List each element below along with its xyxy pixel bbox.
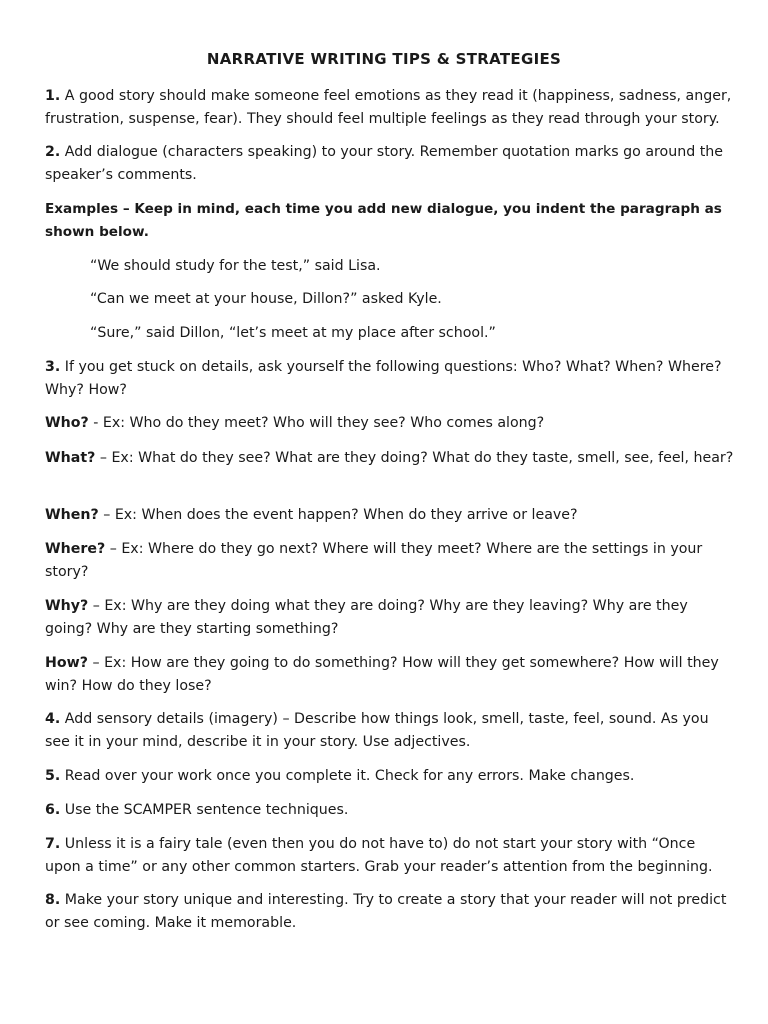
question-what bbox=[45, 447, 735, 470]
question-label: Why? bbox=[45, 598, 89, 614]
tip-8 bbox=[45, 889, 735, 935]
question-text: – Ex: Why are they doing what they are doing? Why are they leaving? Why are they going? Why are they starting something? bbox=[45, 598, 688, 637]
question-text: - Ex: Who do they meet? Who will they see? Who comes along? bbox=[88, 415, 545, 431]
question-label: When? bbox=[45, 507, 99, 523]
tip-5 bbox=[45, 765, 735, 788]
tip-number: 6. bbox=[45, 802, 61, 818]
question-who bbox=[45, 412, 735, 435]
question-how bbox=[45, 652, 735, 698]
dialogue-example-2: “Can we meet at your house, Dillon?” asked Kyle. bbox=[90, 291, 442, 307]
dialogue-example-3: “Sure,” said Dillon, “let’s meet at my place after school.” bbox=[90, 325, 496, 341]
tip-1 bbox=[45, 85, 735, 131]
tip-7 bbox=[45, 833, 735, 879]
tip-text: Add sensory details (imagery) – Describe how things look, smell, taste, feel, sound. As you see it in your mind, describe it in your story. Use adjectives. bbox=[45, 711, 709, 750]
tip-number: 4. bbox=[45, 711, 61, 727]
page-title: NARRATIVE WRITING TIPS & STRATEGIES bbox=[206, 50, 562, 68]
tip-6 bbox=[45, 799, 735, 822]
tip-text: A good story should make someone feel emotions as they read it (happiness, sadness, anger, frustration, suspense, fear). They should feel multiple feelings as they read through your story. bbox=[45, 88, 732, 127]
question-where bbox=[45, 538, 735, 584]
tip-number: 1. bbox=[45, 88, 61, 104]
question-text: – Ex: How are they going to do something? How will they get somewhere? How will they win? How do they lose? bbox=[45, 655, 719, 694]
question-why bbox=[45, 595, 735, 641]
tip-number: 3. bbox=[45, 359, 61, 375]
question-label: Where? bbox=[45, 541, 106, 557]
question-label: Who? bbox=[45, 415, 89, 431]
tip-text: Add dialogue (characters speaking) to your story. Remember quotation marks go around the speaker’s comments. bbox=[45, 144, 724, 183]
tip-4 bbox=[45, 708, 735, 754]
question-text: – Ex: What do they see? What are they doing? What do they taste, smell, see, feel, hear? bbox=[95, 450, 734, 466]
tip-text: Read over your work once you complete it. Check for any errors. Make changes. bbox=[60, 768, 635, 784]
tip-number: 8. bbox=[45, 892, 61, 908]
dialogue-example-1: “We should study for the test,” said Lisa. bbox=[90, 258, 381, 274]
tip-text: If you get stuck on details, ask yourself the following questions: Who? What? When? Where? Why? How? bbox=[45, 359, 722, 398]
tip-number: 5. bbox=[45, 768, 61, 784]
question-label: What? bbox=[45, 450, 96, 466]
tip-text: Make your story unique and interesting. Try to create a story that your reader will not predict or see coming. Make it memorable. bbox=[45, 892, 727, 931]
question-text: – Ex: Where do they go next? Where will they meet? Where are the settings in your story? bbox=[45, 541, 703, 580]
question-label: How? bbox=[45, 655, 88, 671]
examples-note: Examples – Keep in mind, each time you add new dialogue, you indent the paragraph as shown below. bbox=[45, 201, 722, 240]
tip-3 bbox=[45, 356, 735, 402]
question-text: – Ex: When does the event happen? When do they arrive or leave? bbox=[98, 507, 578, 523]
question-when bbox=[45, 504, 735, 527]
tip-2 bbox=[45, 141, 735, 187]
tip-number: 7. bbox=[45, 836, 61, 852]
tip-text: Unless it is a fairy tale (even then you do not have to) do not start your story with “Once upon a time” or any other common starters. Grab your reader’s attention from the beginning. bbox=[45, 836, 713, 875]
tip-text: Use the SCAMPER sentence techniques. bbox=[60, 802, 349, 818]
tip-number: 2. bbox=[45, 144, 61, 160]
